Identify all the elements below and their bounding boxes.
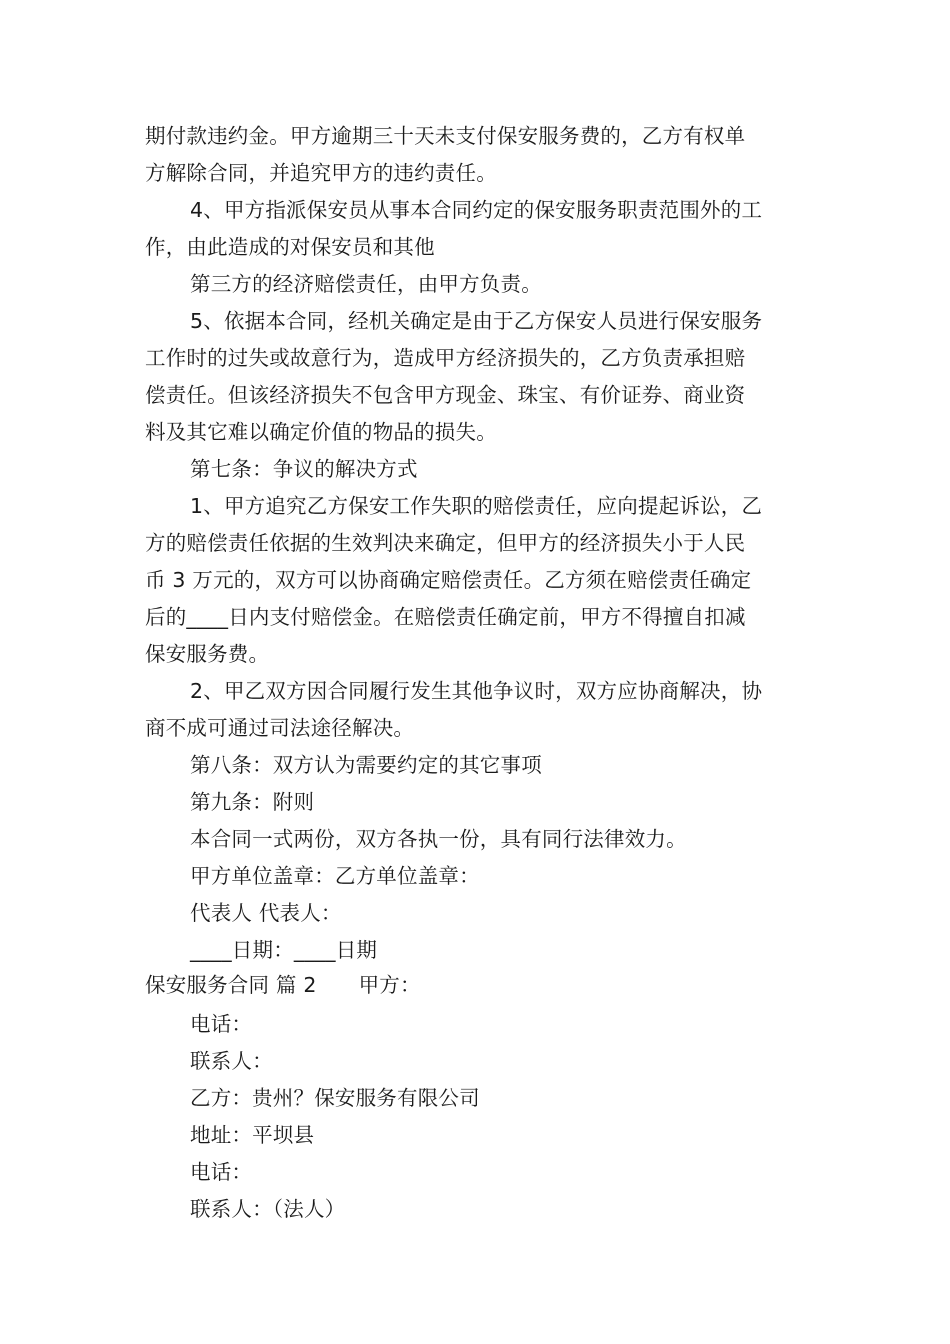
section-heading: 第八条：双方认为需要约定的其它事项 (190, 753, 542, 777)
text-line: 1、甲方追究乙方保安工作失职的赔偿责任，应向提起诉讼，乙 (190, 494, 763, 518)
signature-line: 甲方单位盖章：乙方单位盖章： (190, 864, 480, 888)
text-line: 后的____日内支付赔偿金。在赔偿责任确定前，甲方不得擅自扣减 (145, 605, 746, 629)
text-line: 保安服务费。 (145, 642, 270, 666)
party-a-label: 甲方： (358, 973, 421, 997)
contract-title-line (145, 972, 421, 998)
section-heading: 第七条：争议的解决方式 (190, 457, 418, 481)
text-line: 工作时的过失或故意行为，造成甲方经济损失的，乙方负责承担赔 (145, 346, 746, 370)
text-line: 2、甲乙双方因合同履行发生其他争议时，双方应协商解决，协 (190, 679, 763, 703)
phone-line: 电话： (190, 1012, 253, 1036)
text-line: 方解除合同，并追究甲方的违约责任。 (145, 161, 497, 185)
text-line: 方的赔偿责任依据的生效判决来确定，但甲方的经济损失小于人民 (145, 531, 746, 555)
text-line: 4、甲方指派保安员从事本合同约定的保安服务职责范围外的工 (190, 198, 763, 222)
address-line: 地址：平坝县 (190, 1123, 315, 1147)
section-heading: 第九条：附则 (190, 790, 315, 814)
text-line: 料及其它难以确定价值的物品的损失。 (145, 420, 497, 444)
text-line: 币 3 万元的，双方可以协商确定赔偿责任。乙方须在赔偿责任确定 (145, 568, 752, 592)
contact-line: 联系人：（法人） (190, 1197, 346, 1221)
party-b-line: 乙方：贵州？保安服务有限公司 (190, 1086, 480, 1110)
text-line: 5、依据本合同，经机关确定是由于乙方保安人员进行保安服务 (190, 309, 763, 333)
text-line: 偿责任。但该经济损失不包含甲方现金、珠宝、有价证券、商业资 (145, 383, 746, 407)
contract-title: 保安服务合同 篇 2 (145, 973, 317, 997)
date-line: ____日期：____日期 (190, 938, 378, 962)
phone-line: 电话： (190, 1160, 253, 1184)
text-line: 期付款违约金。甲方逾期三十天未支付保安服务费的，乙方有权单 (145, 124, 746, 148)
text-line: 第三方的经济赔偿责任，由甲方负责。 (190, 272, 542, 296)
text-line: 本合同一式两份，双方各执一份，具有同行法律效力。 (190, 827, 687, 851)
signature-line: 代表人 代表人： (190, 901, 342, 925)
text-line: 作，由此造成的对保安员和其他 (145, 235, 435, 259)
contact-line: 联系人： (190, 1049, 273, 1073)
text-line: 商不成可通过司法途径解决。 (145, 716, 415, 740)
